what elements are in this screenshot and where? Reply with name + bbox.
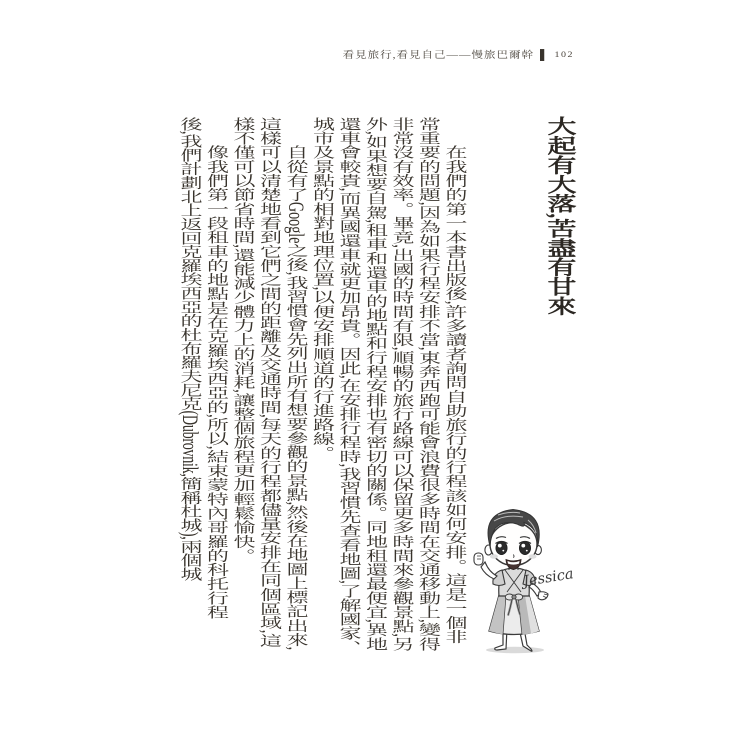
open-hand bbox=[538, 592, 548, 600]
running-head bbox=[343, 48, 574, 61]
signature-text: Jessica bbox=[522, 566, 575, 590]
paragraph-3-continued: 後,我們計劃北上返回克羅埃西亞的杜布羅夫尼克(Dubrovnik,簡稱杜城),兩個城 bbox=[178, 117, 203, 581]
header-separator-bar: ▌ bbox=[539, 48, 549, 61]
jessica-illustration bbox=[468, 500, 593, 660]
page-number: 102 bbox=[554, 50, 574, 60]
signature bbox=[519, 566, 575, 590]
blush-right bbox=[529, 554, 537, 559]
paragraph-2: 自從有了Google之後,我習慣會先列出所有想要參觀的景點,然後在地圖上標記出來,這樣可以清楚地看到它們之間的距離及交通時間,每天的行程都儘量安排在同個區域,這樣不僅可以節省時間,還能減少體力上的消耗,讓整個旅程更加輕鬆愉快。 bbox=[231, 117, 309, 651]
blush-left bbox=[490, 554, 498, 559]
head bbox=[485, 510, 542, 570]
chapter-title: 大起有大落,苦盡有甘來 bbox=[543, 116, 576, 316]
skirt bbox=[489, 595, 539, 635]
body-text bbox=[177, 117, 469, 658]
paragraph-3: 像我們第一段租車的地點是在克羅埃西亞的,所以,結束蒙特內哥羅的科托行程 bbox=[204, 145, 230, 620]
running-head-title: 看見旅行,看見自己——慢旅巴爾幹 bbox=[342, 50, 534, 61]
paragraph-1: 在我們的第一本書出版後,許多讀者詢問自助旅行的行程該如何安排。這是一個非常重要的問題,因為如果行程安排不當,東奔西跑可能會浪費很多時間在交通移動上,變得非常沒有效率。畢竟,出國的時間有限,順暢的旅行路線可以保留更多時間來參觀景點,另外,如果想要自駕,租車和還車的地點和行程安排也有密切的關係。同地租還最便宜,異地還車會較貴,而異國還車就更加昂貴。因此,在安排行程時,我習慣先查看地圖,了解國家、城市及景點的相對地理位置,以便安排順道的行進路線。 bbox=[310, 117, 468, 655]
